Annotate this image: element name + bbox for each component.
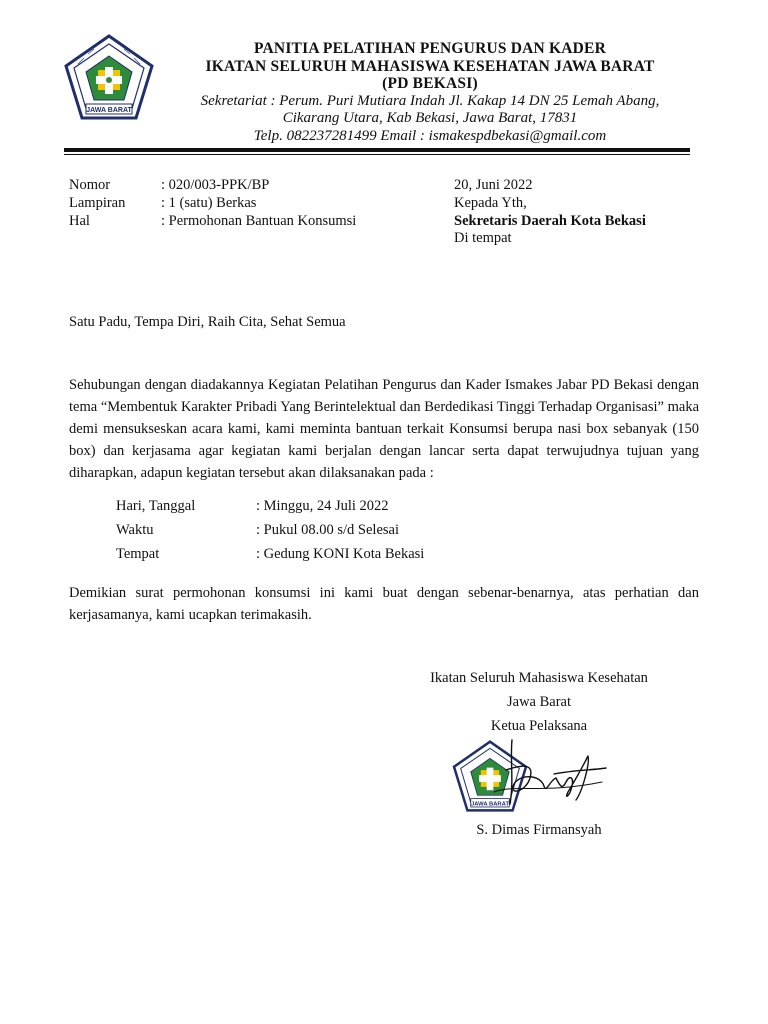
signature-role: Ketua Pelaksana xyxy=(490,718,588,734)
detail-value-place: : Gedung KONI Kota Bekasi xyxy=(256,546,425,562)
detail-label-place: Tempat xyxy=(116,546,160,562)
signer-name: S. Dimas Firmansyah xyxy=(476,822,602,838)
hal-label: Hal xyxy=(69,213,90,229)
closing-paragraph: Demikian surat permohonan konsumsi ini kami buat dengan sebenar-benarnya, atas perhatian dan kerjasamanya, kami ucapkan terimakasih. xyxy=(69,585,699,623)
stamp-banner-text: JAWA BARAT xyxy=(470,801,510,808)
letterhead-title-3: (PD BEKASI) xyxy=(382,75,478,92)
greeting: Satu Padu, Tempa Diri, Raih Cita, Sehat Semua xyxy=(69,314,346,330)
event-details xyxy=(0,494,768,566)
letterhead-divider-thin xyxy=(64,154,690,155)
handwritten-signature xyxy=(484,734,608,818)
letterhead-address-2: Cikarang Utara, Kab Bekasi, Jawa Barat, 17831 xyxy=(282,110,578,126)
hal-value: : Permohonan Bantuan Konsumsi xyxy=(161,213,357,229)
detail-label-time: Waktu xyxy=(116,522,154,538)
letterhead-title-2: IKATAN SELURUH MAHASISWA KESEHATAN JAWA BARAT xyxy=(205,57,655,75)
signature-org-line-2: Jawa Barat xyxy=(506,694,571,710)
body-paragraph: Sehubungan dengan diadakannya Kegiatan Pelatihan Pengurus dan Kader Ismakes Jabar PD Bekasi dengan tema “Membentuk Karakter Pribadi Yang Berintelektual dan Berdedikasi Tinggi Terhadap Organisasi” maka demi mensukseskan acara kami, kami meminta bantuan terkait Konsumsi berupa nasi box sebanyak (150 box) dan kerjasama agar kegiatan kami berjalan dengan lancar serta dapat terwujudnya tujuan yang diharapkan, adapun kegiatan tersebut akan dilaksanakan pada : xyxy=(69,377,699,481)
letter-date: 20, Juni 2022 xyxy=(454,177,533,193)
logo-banner-text: JAWA BARAT xyxy=(86,107,132,114)
lampiran-label: Lampiran xyxy=(69,195,126,211)
signature-org-line-1: Ikatan Seluruh Mahasiswa Kesehatan xyxy=(430,670,648,686)
letterhead-divider-thick xyxy=(64,148,690,152)
letterhead-contact: Telp. 082237281499 Email : ismakespdbekasi@gmail.com xyxy=(253,127,607,144)
letterhead-address-1: Sekretariat : Perum. Puri Mutiara Indah Jl. Kakap 14 DN 25 Lemah Abang, xyxy=(200,92,660,109)
detail-label-date: Hari, Tanggal xyxy=(116,498,196,514)
letter-meta xyxy=(0,176,768,236)
detail-value-date: : Minggu, 24 Juli 2022 xyxy=(256,498,389,514)
nomor-value: : 020/003-PPK/BP xyxy=(161,177,270,193)
letterhead xyxy=(150,40,710,145)
nomor-label: Nomor xyxy=(69,177,111,193)
organization-logo xyxy=(64,34,154,120)
signature-block xyxy=(384,666,694,738)
detail-value-time: : Pukul 08.00 s/d Selesai xyxy=(256,522,399,538)
recipient-name: Sekretaris Daerah Kota Bekasi xyxy=(454,213,646,229)
letterhead-title-1: PANITIA PELATIHAN PENGURUS DAN KADER xyxy=(254,40,606,57)
lampiran-value: : 1 (satu) Berkas xyxy=(161,195,257,211)
recipient-kepada: Kepada Yth, xyxy=(454,195,527,211)
recipient-place: Di tempat xyxy=(454,230,512,246)
